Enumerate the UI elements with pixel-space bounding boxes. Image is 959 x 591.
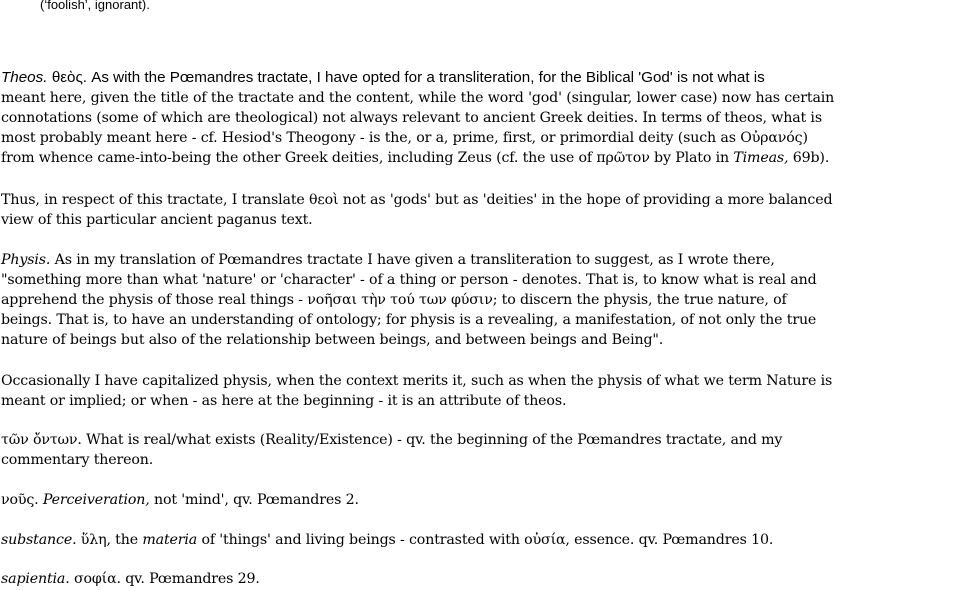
paragraph-line: apprehend the physis of those real things - νοῆσαι τὴν τού των φύσιν; to discern the physis, the true nature, of — [1, 292, 787, 308]
paragraph-text: ὕλη, the — [76, 532, 143, 548]
term-substance: substance. — [1, 532, 77, 548]
paragraph-line — [1, 250, 958, 270]
paragraph-sapientia — [1, 569, 958, 589]
term-theos: Theos. — [1, 69, 48, 86]
paragraph-text: not 'mind', qv. Pœmandres 2. — [149, 492, 359, 508]
paragraph-line: τῶν ὄντων. What is real/what exists (Reality/Existence) - qv. the beginning of the Pœmandres tractate, and my — [1, 432, 783, 448]
paragraph-line: meant or implied; or when - as here at the beginning - it is an attribute of theos. — [1, 393, 567, 409]
greek-theos: θεὸς. — [51, 69, 88, 86]
paragraph-line — [1, 490, 958, 510]
term-physis: Physis. — [1, 252, 51, 268]
previous-page-fragment: (‘foolish’, ignorant). — [40, 0, 150, 12]
paragraph-line — [1, 530, 958, 550]
term-materia: materia — [142, 532, 198, 548]
paragraph-line — [1, 569, 958, 589]
term-perceiveration: Perceiveration, — [42, 492, 150, 508]
paragraph-line — [1, 148, 958, 168]
paragraph-theos — [1, 68, 958, 168]
paragraph-thus — [1, 190, 958, 230]
paragraph-text: 69b). — [788, 150, 830, 166]
paragraph-occasionally — [1, 371, 958, 411]
paragraph-text: As with the Pœmandres tractate, I have opted for a transliteration, for the Biblical 'God' is not what is — [87, 69, 765, 86]
paragraph-line: commentary thereon. — [1, 452, 154, 468]
paragraph-nous — [1, 490, 958, 510]
paragraph-line: most probably meant here - cf. Hesiod's Theogony - is the, or a, prime, first, or primordial deity (such as Οὐρανός) — [1, 130, 808, 146]
paragraph-line: view of this particular ancient paganus text. — [1, 212, 313, 228]
paragraph-text: σοφία. qv. Pœmandres 29. — [69, 571, 260, 587]
italic-title-timeas: Timeas, — [733, 150, 789, 166]
paragraph-line: connotations (some of which are theological) not always relevant to ancient Greek deities. In terms of theos, what is — [1, 110, 822, 126]
paragraph-text: of 'things' and living beings - contrasted with οὐσία, essence. qv. Pœmandres 10. — [197, 532, 774, 548]
paragraph-ton-onton — [1, 430, 958, 470]
paragraph-line: Thus, in respect of this tractate, I translate θεοὶ not as 'gods' but as 'deities' in the hope of providing a more balanced — [1, 192, 833, 208]
paragraph-substance — [1, 530, 958, 550]
greek-nous: νοῦς. — [1, 492, 43, 508]
term-sapientia: sapientia. — [1, 571, 70, 587]
paragraph-line: "something more than what 'nature' or 'character' - of a thing or person - denotes. That is, to know what is real and — [1, 272, 817, 288]
paragraph-line: beings. That is, to have an understanding of ontology; for physis is a revealing, a manifestation, of not only the true — [1, 312, 817, 328]
paragraph-physis — [1, 250, 958, 350]
paragraph-text: As in my translation of Pœmandres tractate I have given a transliteration to suggest, as I wrote there, — [50, 252, 775, 268]
paragraph-line — [1, 68, 958, 88]
paragraph-line: meant here, given the title of the tractate and the content, while the word 'god' (singular, lower case) now has certain — [1, 90, 835, 106]
paragraph-text: from whence came-into-being the other Greek deities, including Zeus (cf. the use of πρῶτον by Plato in — [1, 150, 734, 166]
paragraph-line: nature of beings but also of the relationship between beings, and between beings and Being". — [1, 332, 664, 348]
paragraph-line: Occasionally I have capitalized physis, when the context merits it, such as when the physis of what we term Nature is — [1, 373, 833, 389]
